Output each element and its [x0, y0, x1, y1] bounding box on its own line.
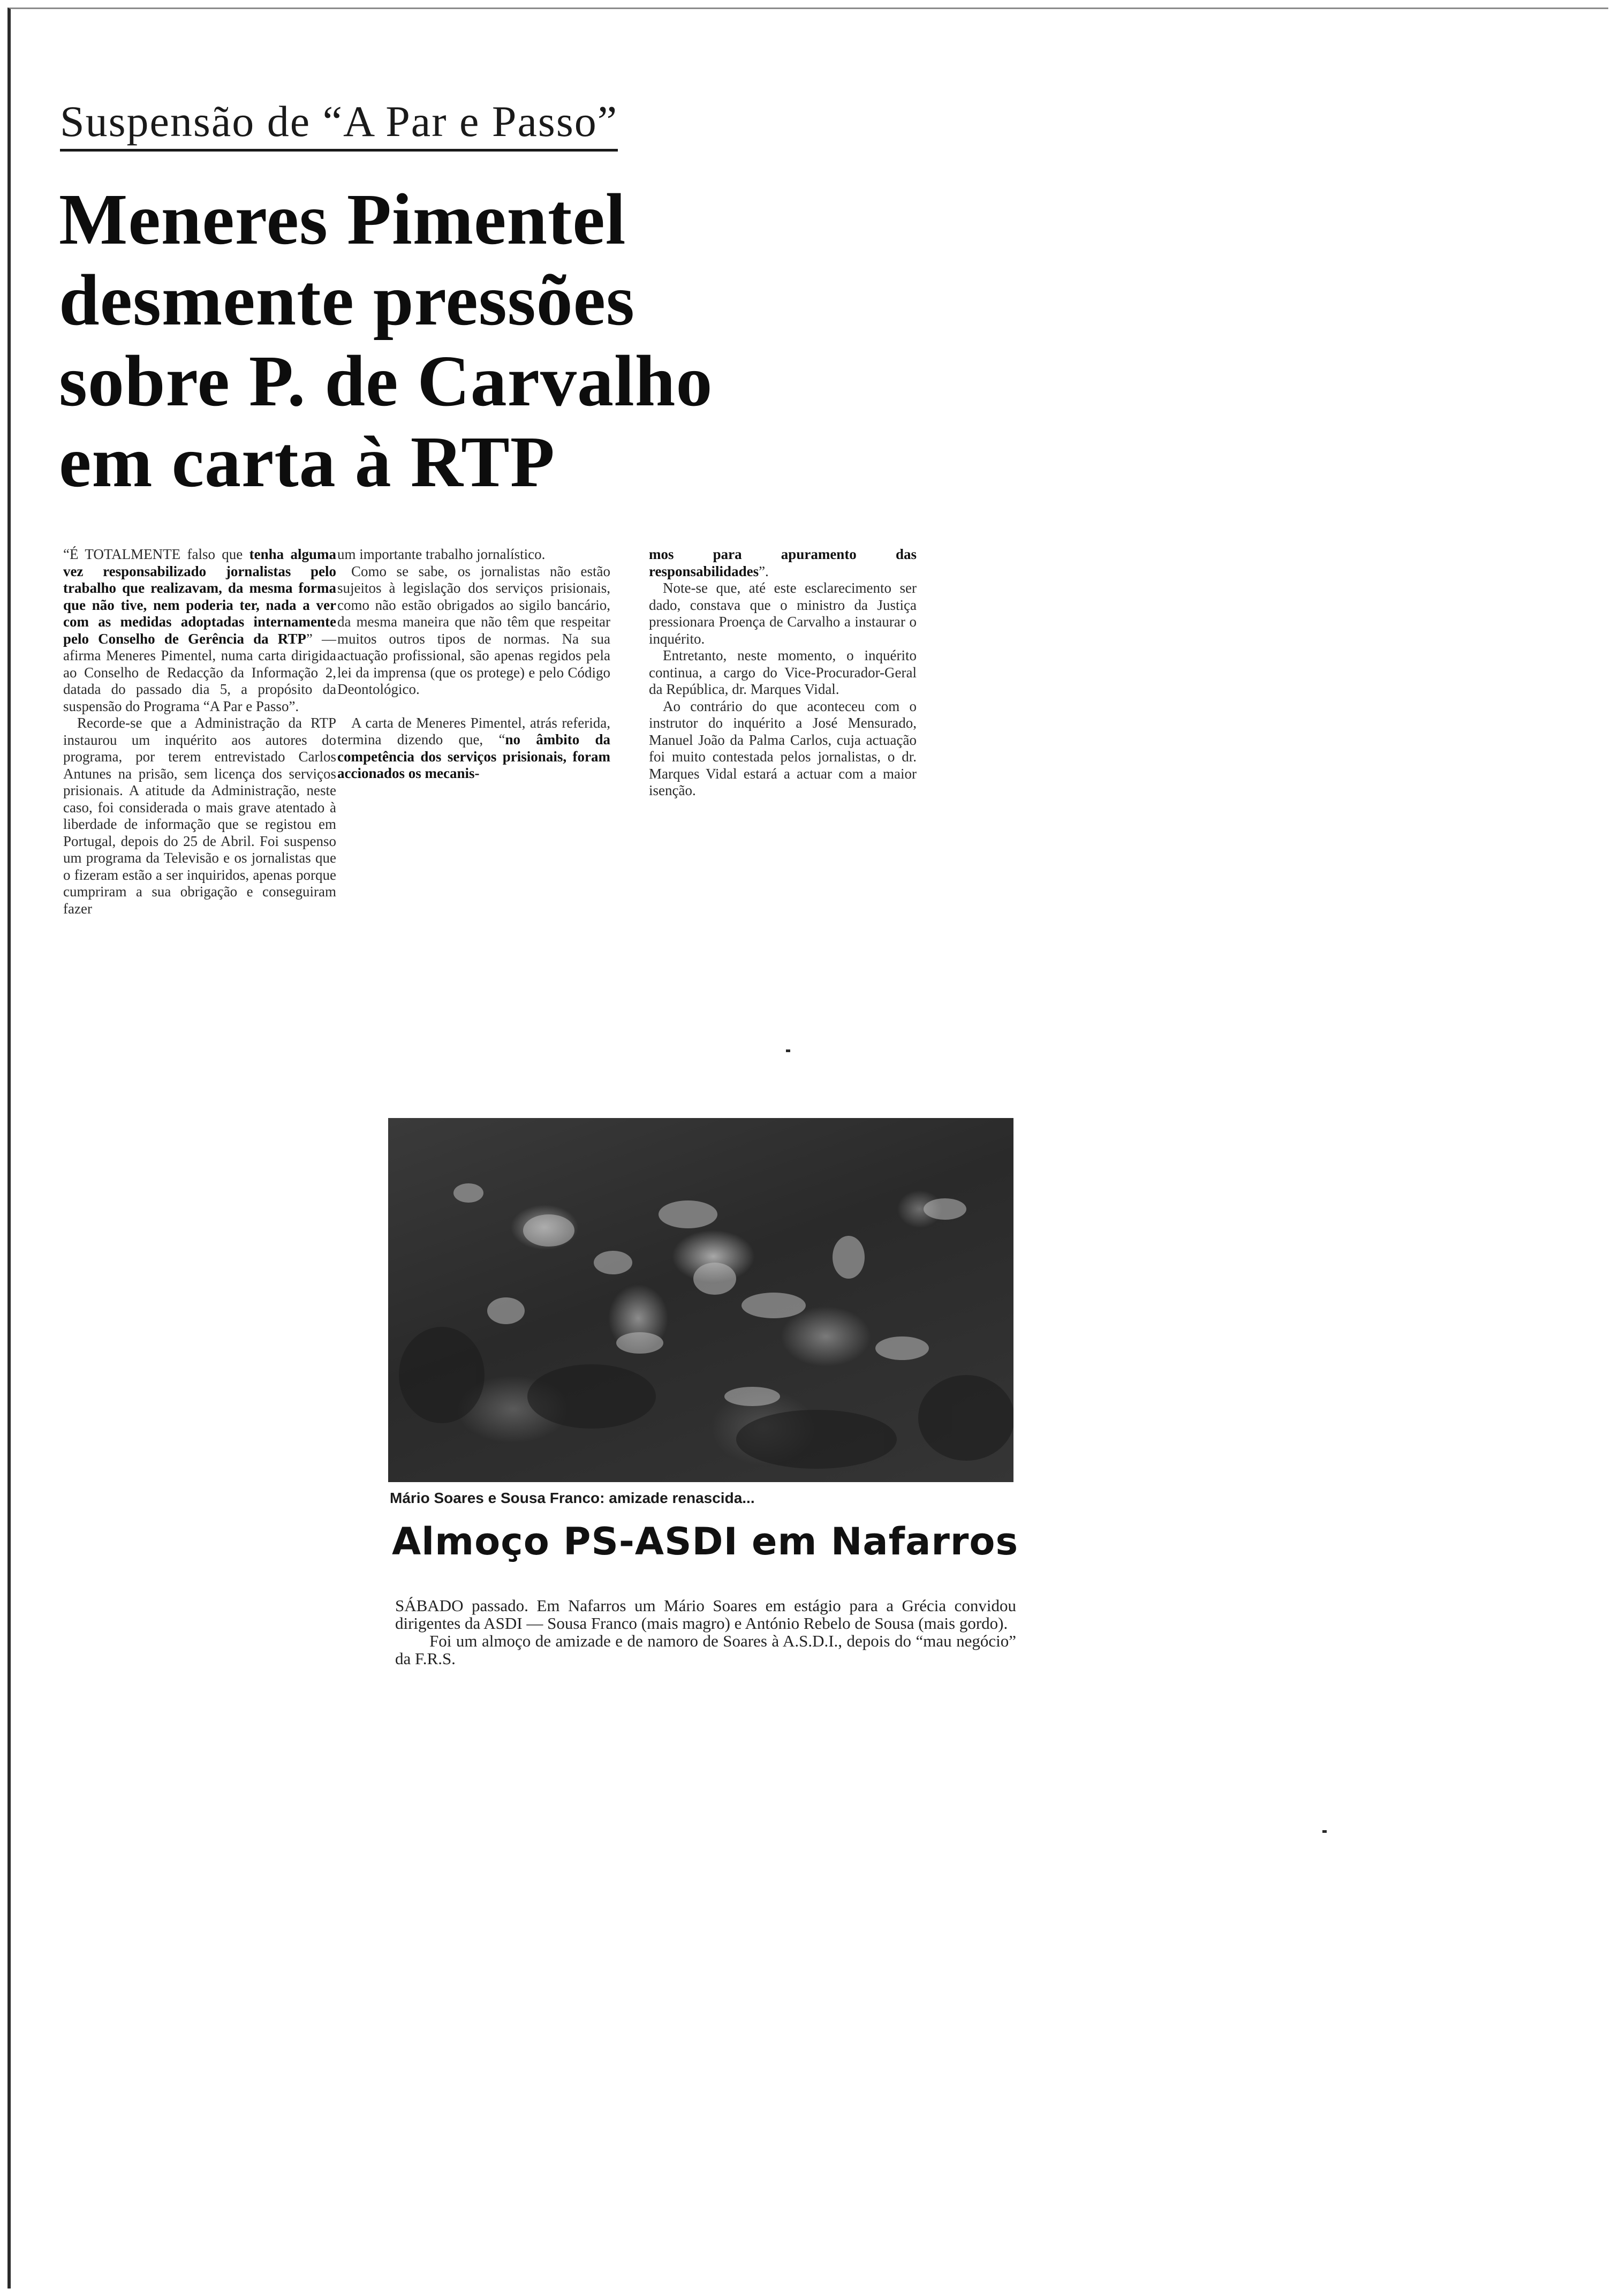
headline-line: desmente pressões: [59, 260, 635, 341]
paragraph-bold-text: no âmbito da competência dos serviços prisionais, foram accionados os mecanis-: [337, 731, 610, 781]
article-column-1: [63, 546, 336, 917]
second-article-paragraph: SÁBADO passado. Em Nafarros um Mário Soares em estágio para a Grécia convidou dirigentes da ASDI — Sousa Franco (mais magro) e António Rebelo de Sousa (mais gordo).: [395, 1596, 1016, 1633]
paragraph-bold-text: tenha alguma vez responsabilizado jornalistas pelo trabalho que realizavam, da mesma forma que não tive, nem poderia ter, nada a ver com as medidas adoptadas internamente pelo Conselho de Gerência da RTP: [63, 546, 336, 647]
headline-line: em carta à RTP: [59, 421, 555, 502]
article-paragraph: [337, 546, 610, 563]
article-paragraph: [649, 647, 917, 698]
article-column-2: [337, 546, 610, 782]
paragraph-text: ” — afirma Meneres Pimentel, numa carta dirigida ao Conselho de Redacção da Informação 2, datada do passado dia 5, a propósito da suspensão do Programa “A Par e Passo”.: [63, 630, 337, 714]
article-kicker: Suspensão de “A Par e Passo”: [60, 97, 618, 152]
paragraph-text: “É TOTALMENTE falso que: [63, 546, 249, 562]
paragraph-text: Note-se que, até este esclarecimento ser dado, constava que o ministro da Justiça pressionara Proença de Carvalho a instaurar o inquérito.: [649, 580, 917, 647]
scan-speck: [1322, 1830, 1327, 1833]
article-paragraph: [63, 546, 336, 715]
paragraph-text: A carta de Meneres Pimentel, atrás referida, termina dizendo que, “: [337, 714, 610, 747]
article-paragraph: [649, 580, 917, 647]
paragraph-text: Ao contrário do que aconteceu com o instrutor do inquérito a José Mensurado, Manuel João da Palma Carlos, cuja actuação foi muito contestada pelos jornalistas, o dr. Marques Vidal estará a actuar com a maior isenção.: [649, 698, 917, 798]
article-paragraph: [337, 715, 610, 782]
photo-texture: [388, 1118, 1013, 1482]
article-headline: [59, 179, 862, 503]
paragraph-text: Entretanto, neste momento, o inquérito continua, a cargo do Vice-Procurador-Geral da República, dr. Marques Vidal.: [649, 647, 917, 697]
paragraph-text: ”.: [759, 563, 769, 579]
second-article-paragraph: Foi um almoço de amizade e de namoro de Soares à A.S.D.I., depois do “mau negócio” da F.R.S.: [395, 1632, 1016, 1668]
headline-line: Meneres Pimentel: [59, 179, 626, 260]
article-paragraph: [649, 698, 917, 799]
second-article-headline: Almoço PS-ASDI em Nafarros: [392, 1520, 1019, 1564]
article-paragraph: [337, 563, 610, 698]
second-article-body: [395, 1597, 1016, 1667]
headline-line: sobre P. de Carvalho: [59, 341, 713, 421]
paragraph-bold-text: mos para apuramento das responsabilidades: [649, 546, 917, 579]
photo-caption: Mário Soares e Sousa Franco: amizade renascida...: [390, 1490, 755, 1506]
paragraph-text: Recorde-se que a Administração da RTP instaurou um inquérito aos autores do programa, por terem entrevistado Carlos Antunes na prisão, sem licença dos serviços prisionais. A atitude da Administração, neste caso, foi considerada o mais grave atentado à liberdade de informação que se registou em Portugal, depois do 25 de Abril. Foi suspenso um programa da Televisão e os jornalistas que o fizeram estão a ser inquiridos, apenas porque cumpriram a sua obrigação e conseguiram fazer: [63, 715, 336, 917]
news-photo: [388, 1118, 1013, 1482]
article-paragraph: [63, 715, 336, 917]
article-column-3: [649, 546, 917, 799]
article-paragraph: [649, 546, 917, 580]
paragraph-text: um importante trabalho jornalístico.: [337, 546, 546, 562]
scan-speck: [786, 1049, 790, 1052]
paragraph-text: Como se sabe, os jornalistas não estão sujeitos à legislação dos serviços prisionais, como não estão obrigados ao sigilo bancário, da mesma maneira que não têm que respeitar muitos outros tipos de normas. Na sua actuação profissional, são apenas regidos pela lei da imprensa (que os protege) e pelo Código Deontológico.: [337, 563, 610, 697]
